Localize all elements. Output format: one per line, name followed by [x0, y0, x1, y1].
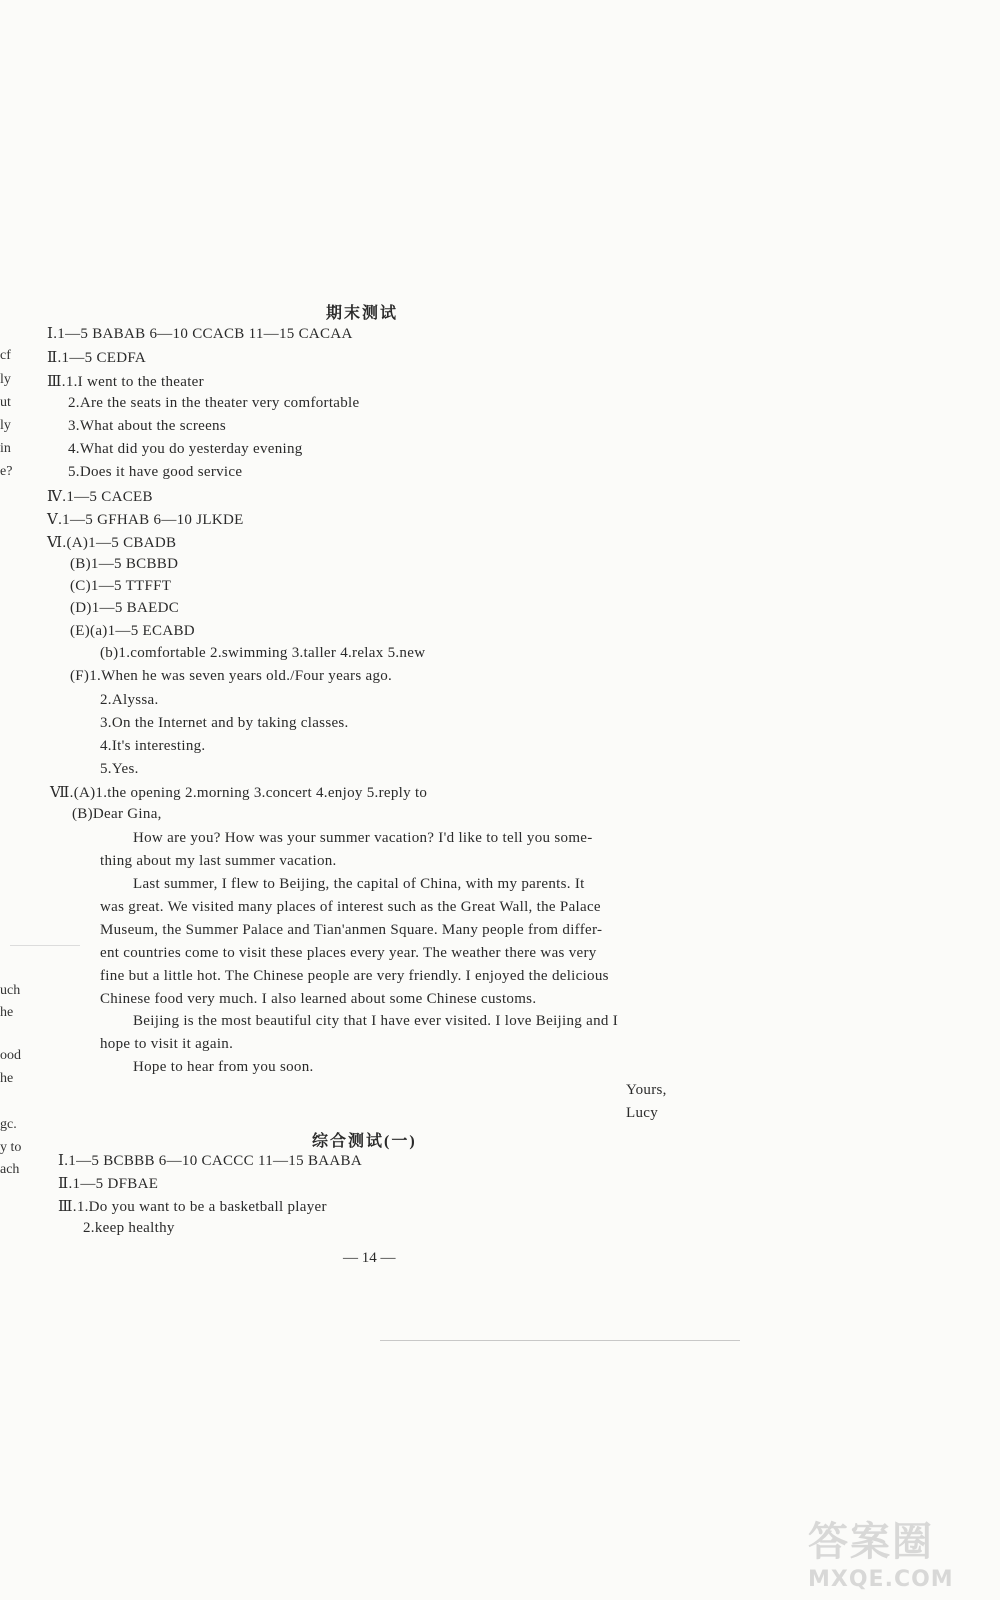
letter-line: Chinese food very much. I also learned about some Chinese customs. — [100, 991, 537, 1007]
letter-line: thing about my last summer vacation. — [100, 853, 337, 869]
answer-line: Ⅵ.(A)1—5 CBADB — [47, 535, 177, 551]
edge-fragment: uch — [0, 983, 21, 998]
edge-fragment: ly — [0, 372, 11, 387]
scan-noise — [10, 945, 80, 946]
watermark-url: MXQE.COM — [808, 1567, 954, 1592]
answer-line: 2.Are the seats in the theater very comfortable — [68, 395, 360, 411]
answer-line: Ⅰ.1—5 BABAB 6—10 CCACB 11—15 CACAA — [47, 326, 353, 342]
edge-fragment: cf — [0, 348, 11, 363]
answer-line: 2.keep healthy — [83, 1220, 175, 1236]
section-title: 综合测试(一) — [312, 1133, 417, 1150]
answer-line: Ⅴ.1—5 GFHAB 6—10 JLKDE — [47, 512, 244, 528]
answer-line: (b)1.comfortable 2.swimming 3.taller 4.relax 5.new — [100, 645, 426, 661]
answer-line: 3.On the Internet and by taking classes. — [100, 715, 349, 731]
edge-fragment: y to — [0, 1140, 22, 1155]
watermark-logo — [808, 1510, 978, 1590]
letter-line: hope to visit it again. — [100, 1036, 234, 1052]
answer-line: (F)1.When he was seven years old./Four years ago. — [70, 668, 393, 684]
edge-fragment: ly — [0, 418, 11, 433]
answer-line: Ⅰ.1—5 BCBBB 6—10 CACCC 11—15 BAABA — [58, 1153, 362, 1169]
letter-line: ent countries come to visit these places every year. The weather there was very — [100, 945, 597, 961]
edge-fragment: ut — [0, 395, 11, 410]
answer-line: Ⅲ.1.I went to the theater — [47, 374, 204, 390]
answer-line: (B)1—5 BCBBD — [70, 556, 179, 572]
edge-fragment: ach — [0, 1162, 20, 1177]
letter-line: Hope to hear from you soon. — [133, 1059, 314, 1075]
edge-fragment: e? — [0, 464, 13, 479]
answer-line: 5.Does it have good service — [68, 464, 243, 480]
scan-noise — [380, 1340, 740, 1341]
section-title: 期末测试 — [326, 305, 399, 322]
answer-line: 4.It's interesting. — [100, 738, 206, 754]
page-number: — 14 — — [343, 1250, 396, 1266]
answer-line: 3.What about the screens — [68, 418, 226, 434]
letter-line: was great. We visited many places of interest such as the Great Wall, the Palace — [100, 899, 601, 915]
edge-fragment: ood — [0, 1048, 21, 1063]
answer-line: 2.Alyssa. — [100, 692, 159, 708]
letter-signature: Lucy — [626, 1105, 659, 1121]
answer-line: (C)1—5 TTFFT — [70, 578, 172, 594]
answer-line: 5.Yes. — [100, 761, 139, 777]
edge-fragment: he — [0, 1005, 14, 1020]
answer-line: Ⅲ.1.Do you want to be a basketball player — [58, 1199, 327, 1215]
edge-fragment: in — [0, 441, 11, 456]
letter-line: Museum, the Summer Palace and Tian'anmen Square. Many people from differ- — [100, 922, 603, 938]
answer-line: Ⅱ.1—5 DFBAE — [58, 1176, 159, 1192]
letter-line: fine but a little hot. The Chinese people are very friendly. I enjoyed the delicious — [100, 968, 609, 984]
answer-line: (E)(a)1—5 ECABD — [70, 623, 195, 639]
answer-line: Ⅶ.(A)1.the opening 2.morning 3.concert 4.enjoy 5.reply to — [50, 785, 428, 801]
letter-line: How are you? How was your summer vacation? I'd like to tell you some- — [133, 830, 593, 846]
letter-closing: Yours, — [626, 1082, 667, 1098]
answer-line: Ⅱ.1—5 CEDFA — [47, 350, 147, 366]
answer-line: 4.What did you do yesterday evening — [68, 441, 303, 457]
answer-line: (D)1—5 BAEDC — [70, 600, 180, 616]
letter-line: Beijing is the most beautiful city that I have ever visited. I love Beijing and I — [133, 1013, 619, 1029]
watermark-chinese: 答案圈 — [808, 1519, 934, 1565]
edge-fragment: gc. — [0, 1117, 17, 1132]
answer-line: (B)Dear Gina, — [72, 806, 162, 822]
answer-line: Ⅳ.1—5 CACEB — [47, 489, 153, 505]
letter-line: Last summer, I flew to Beijing, the capital of China, with my parents. It — [133, 876, 585, 892]
edge-fragment: he — [0, 1071, 14, 1086]
